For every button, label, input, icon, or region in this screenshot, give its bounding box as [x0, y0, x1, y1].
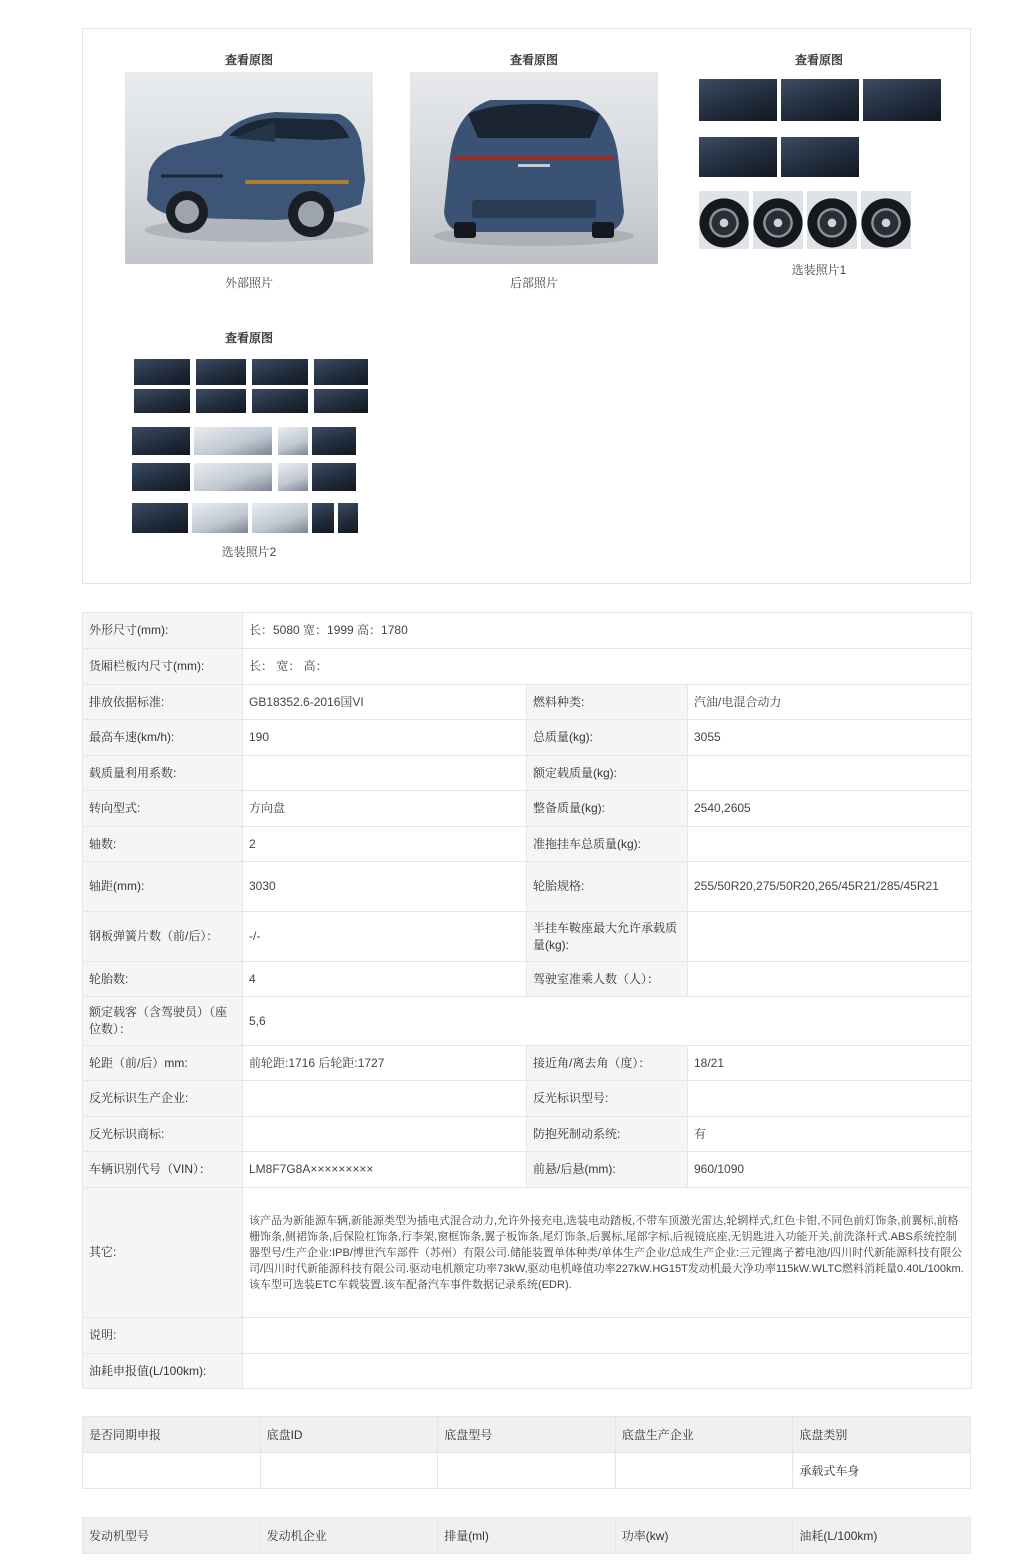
spec-row [83, 997, 972, 1046]
spec-label: 货厢栏板内尺寸(mm): [83, 649, 243, 685]
photo-caption: 选装照片2 [221, 545, 277, 559]
spec-value: 方向盘 [243, 791, 527, 827]
spec-value: LM8F7G8A××××××××× [243, 1152, 527, 1188]
spec-value [243, 1117, 527, 1152]
table-header-row [83, 1417, 971, 1453]
chassis-table [82, 1416, 971, 1489]
spec-label: 准拖挂车总质量(kg): [527, 827, 688, 862]
table-cell [438, 1453, 616, 1489]
spec-value: 5,6 [243, 997, 972, 1046]
photo-thumbnail [196, 389, 246, 413]
spec-label: 整备质量(kg): [527, 791, 688, 827]
photo-thumbnail [132, 427, 190, 455]
optional-parts-grid-photo[interactable] [697, 79, 941, 254]
engine-table [82, 1517, 971, 1554]
gallery-item-optional-2 [124, 329, 374, 561]
photo-thumbnail [194, 463, 272, 491]
spec-label: 外形尺寸(mm): [83, 613, 243, 649]
column-header: 是否同期申报 [83, 1417, 261, 1453]
column-header: 排量(ml) [438, 1518, 616, 1554]
spec-label: 轴距(mm): [83, 862, 243, 912]
spec-value: 190 [243, 720, 527, 756]
column-header: 底盘型号 [438, 1417, 616, 1453]
spec-value [688, 962, 972, 997]
photo-thumbnail [312, 463, 356, 491]
spec-row [83, 720, 972, 756]
suv-front-illustration [125, 72, 373, 264]
column-header: 发动机企业 [260, 1518, 438, 1554]
spec-row [83, 613, 972, 649]
spec-value [243, 1318, 972, 1354]
photo-thumbnail [134, 359, 190, 385]
view-original-link[interactable]: 查看原图 [794, 53, 843, 67]
photo-thumbnail [781, 137, 859, 177]
photo-gallery [82, 28, 971, 584]
table-header-row [83, 1518, 971, 1554]
spec-row [83, 791, 972, 827]
spec-label: 轮胎数: [83, 962, 243, 997]
spec-label: 防抱死制动系统: [527, 1117, 688, 1152]
table-cell [615, 1453, 793, 1489]
table-cell: 承载式车身 [793, 1453, 971, 1489]
photo-thumbnail [781, 79, 859, 121]
view-original-link[interactable]: 查看原图 [509, 53, 558, 67]
spec-value: 255/50R20,275/50R20,265/45R21/285/45R21 [688, 862, 972, 912]
photo-caption: 后部照片 [509, 276, 558, 290]
vehicle-spec-table [82, 612, 972, 1389]
spec-label: 前悬/后悬(mm): [527, 1152, 688, 1188]
column-header: 底盘类别 [793, 1417, 971, 1453]
spec-row [83, 1117, 972, 1152]
photo-thumbnail [338, 503, 358, 533]
photo-thumbnail [312, 503, 334, 533]
suv-front-three-quarter-photo[interactable] [125, 72, 373, 264]
spec-label: 半挂车鞍座最大允许承载质量(kg): [527, 912, 688, 962]
spec-row [83, 1046, 972, 1081]
spec-value [688, 827, 972, 862]
spec-value: 3055 [688, 720, 972, 756]
spec-value [688, 1081, 972, 1117]
spec-label: 驾驶室准乘人数（人）： [527, 962, 688, 997]
spec-row [83, 649, 972, 685]
spec-value [243, 756, 527, 791]
spec-value: 有 [688, 1117, 972, 1152]
column-header: 油耗(L/100km) [793, 1518, 971, 1554]
photo-thumbnail [132, 463, 190, 491]
photo-thumbnail [278, 463, 308, 491]
spec-label: 轮距（前/后）mm: [83, 1046, 243, 1081]
view-original-link[interactable]: 查看原图 [224, 53, 273, 67]
spec-label: 总质量(kg): [527, 720, 688, 756]
wheel-thumbnail [807, 191, 857, 249]
spec-row [83, 1188, 972, 1318]
spec-label: 最高车速(km/h): [83, 720, 243, 756]
spec-value: 该产品为新能源车辆,新能源类型为插电式混合动力,允许外接充电,选装电动踏板,不带车顶激光雷达,轮辋样式,红色卡钳,不同色前灯饰条,前翼标,前格栅饰条,侧裙饰条,后保险杠饰条,行李架,窗框饰条,翼子板饰条,尾灯饰条,后翼标,尾部字标,后视镜底座,无钥匙进入功能开关,前洗涤杆式.ABS系统控制器型号/生产企业:IPB/博世汽车部件（苏州）有限公司.储能装置单体种类/单体生产企业/总成生产企业:三元锂离子蓄电池/四川时代新能源科技有限公司/四川时代新能源科技有限公司.驱动电机额定功率73kW,驱动电机峰值功率227kW.HG15T发动机最大净功率115kW.WLTC燃料消耗量0.40L/100km.该车型可选装ETC车载装置.该车配备汽车事件数据记录系统(EDR). [243, 1188, 972, 1318]
table-cell [83, 1453, 261, 1489]
photo-thumbnail [192, 503, 248, 533]
table-cell [260, 1453, 438, 1489]
column-header: 底盘生产企业 [615, 1417, 793, 1453]
photo-thumbnail [314, 389, 368, 413]
gallery-item-exterior [124, 51, 374, 292]
spec-value: -/- [243, 912, 527, 962]
photo-thumbnail [278, 427, 308, 455]
photo-thumbnail [194, 427, 272, 455]
spec-label: 反光标识型号: [527, 1081, 688, 1117]
spec-label: 轮胎规格: [527, 862, 688, 912]
spec-value: 长： 宽： 高： [243, 649, 972, 685]
photo-thumbnail [863, 79, 941, 121]
spec-label: 燃料种类: [527, 685, 688, 720]
spec-row [83, 1081, 972, 1117]
wheel-thumbnail [699, 191, 749, 249]
photo-thumbnail [252, 389, 308, 413]
suv-rear-illustration [410, 72, 658, 264]
spec-row [83, 827, 972, 862]
photo-thumbnail [252, 359, 308, 385]
spec-label: 接近角/离去角（度）： [527, 1046, 688, 1081]
spec-value [688, 756, 972, 791]
photo-caption: 选装照片1 [791, 263, 847, 277]
spec-label: 额定载质量(kg): [527, 756, 688, 791]
gallery-item-rear [409, 51, 659, 292]
spec-label: 反光标识生产企业: [83, 1081, 243, 1117]
spec-row [83, 1152, 972, 1188]
spec-row [83, 912, 972, 962]
spec-label: 排放依据标准: [83, 685, 243, 720]
spec-value: GB18352.6-2016国VI [243, 685, 527, 720]
spec-value [688, 912, 972, 962]
spec-label: 钢板弹簧片数（前/后）： [83, 912, 243, 962]
column-header: 功率(kw) [615, 1518, 793, 1554]
photo-thumbnail [699, 79, 777, 121]
photo-caption: 外部照片 [224, 276, 273, 290]
spec-value: 18/21 [688, 1046, 972, 1081]
spec-label: 油耗申报值(L/100km): [83, 1354, 243, 1389]
optional-parts-montage-photo[interactable] [130, 359, 368, 537]
spec-value: 2540,2605 [688, 791, 972, 827]
spec-row [83, 862, 972, 912]
gallery-item-optional-1 [694, 51, 944, 279]
photo-thumbnail [699, 137, 777, 177]
spec-row [83, 1354, 972, 1389]
spec-label: 车辆识别代号（VIN）： [83, 1152, 243, 1188]
spec-value: 长：5080 宽：1999 高：1780 [243, 613, 972, 649]
spec-row [83, 1318, 972, 1354]
column-header: 底盘ID [260, 1417, 438, 1453]
spec-label: 轴数: [83, 827, 243, 862]
spec-value [243, 1081, 527, 1117]
photo-thumbnail [252, 503, 308, 533]
photo-thumbnail [132, 503, 188, 533]
spec-value: 前轮距:1716 后轮距:1727 [243, 1046, 527, 1081]
photo-thumbnail [134, 389, 190, 413]
spec-value: 960/1090 [688, 1152, 972, 1188]
spec-value: 2 [243, 827, 527, 862]
spec-value: 3030 [243, 862, 527, 912]
view-original-link[interactable]: 查看原图 [224, 331, 273, 345]
spec-label: 转向型式: [83, 791, 243, 827]
spec-row [83, 685, 972, 720]
spec-label: 反光标识商标: [83, 1117, 243, 1152]
spec-value: 汽油/电混合动力 [688, 685, 972, 720]
spec-label: 其它: [83, 1188, 243, 1318]
photo-thumbnail [196, 359, 246, 385]
photo-thumbnail [314, 359, 368, 385]
spec-row [83, 962, 972, 997]
spec-label: 额定载客（含驾驶员）（座位数）： [83, 997, 243, 1046]
table-row [83, 1453, 971, 1489]
suv-rear-photo[interactable] [410, 72, 658, 264]
spec-value [243, 1354, 972, 1389]
spec-row [83, 756, 972, 791]
wheel-thumbnail [861, 191, 911, 249]
wheel-thumbnail [753, 191, 803, 249]
spec-label: 说明: [83, 1318, 243, 1354]
column-header: 发动机型号 [83, 1518, 261, 1554]
spec-label: 载质量利用系数: [83, 756, 243, 791]
spec-value: 4 [243, 962, 527, 997]
photo-thumbnail [312, 427, 356, 455]
